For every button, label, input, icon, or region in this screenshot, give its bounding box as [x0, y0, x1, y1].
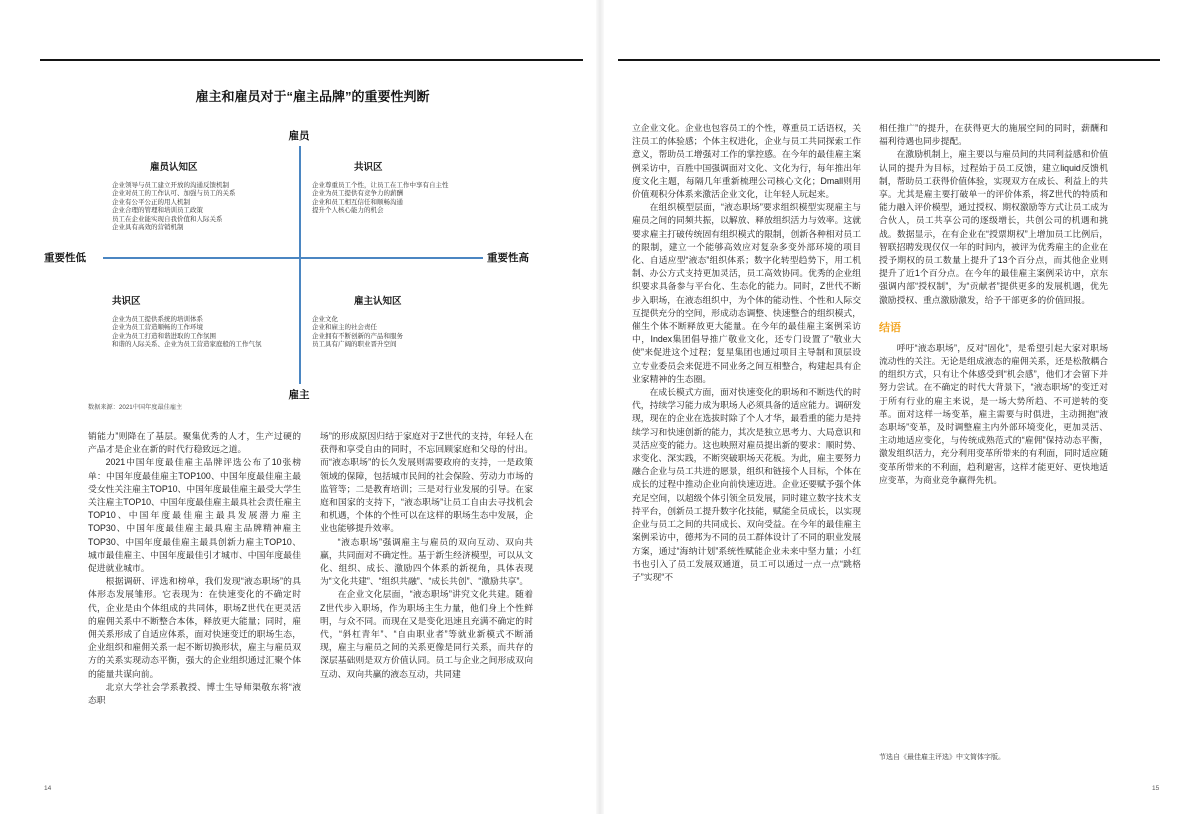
- paragraph: 相任推广”的提升，在获得更大的施展空间的同时，薪酬和福利待遇也同步提配。: [879, 123, 1108, 147]
- axis-label-employer: 雇主: [288, 389, 310, 401]
- paragraph: 呼吁“液态职场”，反对“固化”，是希望引起大家对职场流动性的关注。无论是组成液态的雇佣关系，还是松散耦合的组织方式，只有让个体感受到“机会感”，他们才会留下并努力尝试。在不确定的时代大背景下，“液态职场”的变迁对于所有行业的雇主来说，是一场大势所趋、不可逆转的变革。面对这样一场变革，雇主需要与时俱进，主动拥抱“液态职场”变革，及时调整雇主内外部环境变化，更加灵活、主动地适应变化，与传统成熟范式的“雇佣”保持动态平衡，激发组织活力，充分利用变革所带来的有利面，同时适应随变革所带来的不利面，趋利避害，这样才能更好、更快地适应变革，为商业竞争赢得先机。: [879, 342, 1108, 485]
- quadrant-item: 企业拥有不断创新的产品和服务: [312, 332, 403, 340]
- quadrant-item-list: [112, 316, 294, 350]
- top-rule-left: [40, 59, 583, 61]
- quadrant-header: 共识区: [112, 296, 141, 307]
- quadrant-item: 企业为员工提供有竞争力的薪酬: [312, 190, 403, 198]
- right-page-column-2: [879, 122, 1108, 767]
- quadrant-item: 企业尊重员工个性，让员工在工作中享有自主性: [312, 182, 449, 189]
- paragraph: 在企业文化层面，“液态职场”讲究文化共建。随着Z世代步入职场，作为职场主生力量，他们身上个性鲜明，与众不同。而现在又是变化迅速且充满不确定的时代，“斜杠青年”、“自由职业者”等就业新模式不断涌现，雇主与雇员之间的关系更像是同行关系，而共存的深层基础则是双方价值认同。员工与企业之间形成双向互动、双向共赢的液态互动，共同建: [320, 589, 533, 679]
- quadrant-bottom-right: [312, 293, 484, 350]
- quadrant-item: 员工具有广阔的职业晋升空间: [312, 341, 397, 349]
- conclusion-heading: 结语: [879, 321, 901, 334]
- top-rule-right: [618, 59, 1160, 61]
- right-page-body: [632, 122, 1108, 767]
- page-number-right: 15: [1152, 785, 1160, 792]
- chart-title: 雇主和雇员对于“雇主品牌”的重要性判断: [195, 89, 430, 104]
- quadrant-header: 共识区: [354, 162, 383, 173]
- paragraph: 在组织模型层面，“液态职场”要求组织模型实现雇主与雇员之间的同频共振，以解放、释放组织活力与效率。这就要求雇主打破传统固有组织模式的限制，创新各种相对员工的限制，建立一个能够高效应对复杂多变外部环境的项目化、自适应型“液态”组织体系；数字化转型趋势下，用工机制、办公方式支持更加灵活，员工高效协同。优秀的企业组织要求具备参与平台化、生态化的能力。同时，Z世代不断步入职场，在液态组织中，为个体的能动性、个性和人际交互提供充分的空间，形成动态调整、快速整合的组织模式，催生个体不断释放更大能量。在今年的最佳雇主案例采访中，Index集团倡导推广敬业文化，还专门设置了“敬业大使”来促进这个过程；复星集团也通过项目主导制和顶层设立专业委员会来促进不同业务之间互相整合，构建起具有企业家精神的生态圈。: [632, 202, 861, 384]
- quadrant-bottom-left: [112, 293, 294, 350]
- axis-label-low-importance: 重要性低: [44, 252, 86, 264]
- quadrant-item: 企业和员工相互信任和顺畅沟通: [312, 198, 403, 206]
- quadrant-item: 提升个人核心能力的机会: [312, 207, 384, 215]
- horizontal-axis-line: [103, 257, 483, 259]
- quadrant-item: 企业文化: [312, 316, 338, 323]
- paragraph: 在成长模式方面，面对快速变化的职场和不断迭代的时代，持续学习能力成为职场人必须具备的适应能力。调研发现，现在的企业在选拔时除了个人才华，最看重的能力是持续学习和快速创新的能力，其次是独立思考力、大局意识和灵活应变的能力。这也映照对雇员提出新的要求：顺时势、求变化、深实践，不断突破职场天花板。为此，雇主要努力融合企业与员工共进的愿景，组织和链接个人目标，个体在成长的过程中推动企业向前快速迈进。企业还要赋予强个体充足空间，以超级个体引领全员发展，同时建立数字技术支持平台，创新员工提升数字化技能，赋能全员成长，以实现企业与员工之间的共同成长、双向受益。在今年的最佳雇主案例采访中，德邦为不同的员工群体设计了不同的职业发展方案，通过“海纳计划”系统性赋能企业未来中坚力量；小红书也引入了员工发展双通道，员工可以通过一点一点“跳格子”实现“不: [632, 387, 861, 582]
- quadrant-item: 企业和雇主的社会责任: [312, 324, 377, 332]
- left-page-column-2: [320, 430, 533, 772]
- paragraph: 立企业文化。企业也包容员工的个性，尊重员工话语权，关注员工的体验感；个体主权进化，企业与员工共同探索工作意义，帮助员工增强对工作的掌控感。在今年的最佳雇主案例采访中，百胜中国强调面对文化、文化为行，每年推出年度文化主题，每隔几年重新梳理公司核心文化；Dmall则用价值观积分体系来激活企业文化，让年轻人玩起来。: [632, 123, 861, 200]
- quadrant-item-list: [112, 182, 294, 232]
- quadrant-item-list: [312, 316, 484, 350]
- paragraph: 在激励机制上，雇主要以与雇员间的共同利益感和价值认同的提升为目标，过程始于员工反馈，建立liquid反馈机制，帮助员工获得价值体验，实现双方在成长、利益上的共享。尤其是雇主要打破单一的评价体系，将Z世代的特质和能力融入评价模型，通过授权、期权激励等方式让员工成为合伙人，员工共享公司的逐级增长，共创公司的机遇和挑战。数据显示，在有企业在“授票期权”上增加员工比例后，智联招聘发现仅仅一年的时间内，被评为优秀雇主的企业在授予期权的员工数量上提升了13个百分点，而其他企业则提升了近1个百分点。在今年的最佳雇主案例采访中，京东强调内部“授权制”，为“贡献者”提供更多的发展机遇，优先激励授权、重点激励激发，给予干部更多的价值回报。: [879, 149, 1108, 305]
- paragraph: 2021中国年度最佳雇主品牌评选公布了10张榜单：中国年度最佳雇主TOP100、中国年度最佳雇主最受女性关注雇主TOP10、中国年度最佳雇主最受大学生关注雇主TOP10、中国年度最佳雇主最具社会责任雇主TOP10、中国年度最佳雇主最具发展潜力雇主TOP30、中国年度最佳雇主最具雇主品牌精神雇主TOP30、中国年度最佳雇主最具创新力雇主TOP10、城市最佳雇主、中国年度最佳引才城市、中国年度最佳促进就业城市。: [88, 457, 301, 574]
- quadrant-header: 雇主认知区: [354, 296, 402, 307]
- quadrant-item: 企业具有高效的营销机制: [112, 224, 184, 232]
- quadrant-item: 企业对员工的工作认可、加强与员工的关系: [112, 190, 236, 198]
- page-number-left: 14: [44, 785, 52, 792]
- quadrant-item: 企业为员工提供系统的培训体系: [112, 316, 203, 323]
- quadrant-item: 企业有公平公正的用人机制: [112, 198, 190, 206]
- left-page-column-1: [88, 430, 301, 772]
- axis-label-high-importance: 重要性高: [487, 252, 529, 264]
- left-page-body: [88, 430, 533, 772]
- paragraph: 销能力”则降在了基层。聚集优秀的人才，生产过硬的产品才是企业在新的时代行稳致远之道。: [88, 431, 301, 455]
- quadrant-item: 企业为员工营造顺畅的工作环境: [112, 324, 203, 332]
- quadrant-item: 员工在企业能实现自我价值和人际关系: [112, 215, 223, 223]
- paragraph: 北京大学社会学系教授、博士生导师渠敬东将“液态职: [88, 681, 301, 706]
- paragraph: 根据调研、评选和榜单，我们发现“液态职场”的具体形态发展雏形。它表现为：在快速变化的不确定时代，企业是由个体组成的共同体，职场Z世代在更灵活的雇佣关系中不断整合本体，释放更大能量；同时，雇佣关系形成了自适应体系，面对快速变迁的职场生态，企业组织和雇佣关系一起不断切换形状，雇主与雇员双方的关系实现动态平衡，强大的企业组织通过汇聚个体的能量共谋向前。: [88, 576, 301, 679]
- quadrant-header: 雇员认知区: [150, 162, 198, 173]
- source-footnote: 节选自《最佳雇主评选》中文简体字版。: [879, 754, 1005, 761]
- paragraph: “液态职场”强调雇主与雇员的双向互动、双向共赢，共同面对不确定性。基于新生经济模型，可以从文化、组织、成长、激励四个体系的新视角，具体表现为“文化共建”、“组织共融”、“成长共创”、“激励共享”。: [320, 536, 533, 587]
- quadrant-top-left: [112, 159, 294, 232]
- quadrant-item: 企业领导与员工建立开放的沟通反馈机制: [112, 182, 229, 189]
- vertical-axis-line: [299, 146, 301, 384]
- quadrant-item: 和谐的人际关系、企业为员工营造家庭般的工作气氛: [112, 341, 262, 349]
- quadrant-item: 企业合理的管理和培训员工政策: [112, 207, 203, 215]
- quadrant-item: 企业为员工打造和谐进取的工作氛围: [112, 332, 216, 340]
- page-right: [600, 0, 1200, 814]
- chart-source-note: 数据来源：2021中国年度最佳雇主: [88, 404, 183, 411]
- paragraph: 场”的形成原因归结于家庭对于Z世代的支持，年轻人在获得和享受自由的同时，不忘回顾家庭和父母的付出。而“液态职场”的长久发展则需要政府的支持，一是政策领域的保障，包括城市民间的社会保险、劳动力市场的监管等；二是教育培训；三是对行业发展的引导。在家庭和国家的支持下，“液态职场”让员工自由去寻找机会和机遇，个体的个性可以在这样的职场生态中发展，企业也能够提升效率。: [320, 431, 533, 534]
- quadrant-item-list: [312, 182, 484, 216]
- axis-label-employee: 雇员: [288, 130, 310, 142]
- right-page-column-1: [632, 122, 861, 767]
- quadrant-top-right: [312, 159, 484, 216]
